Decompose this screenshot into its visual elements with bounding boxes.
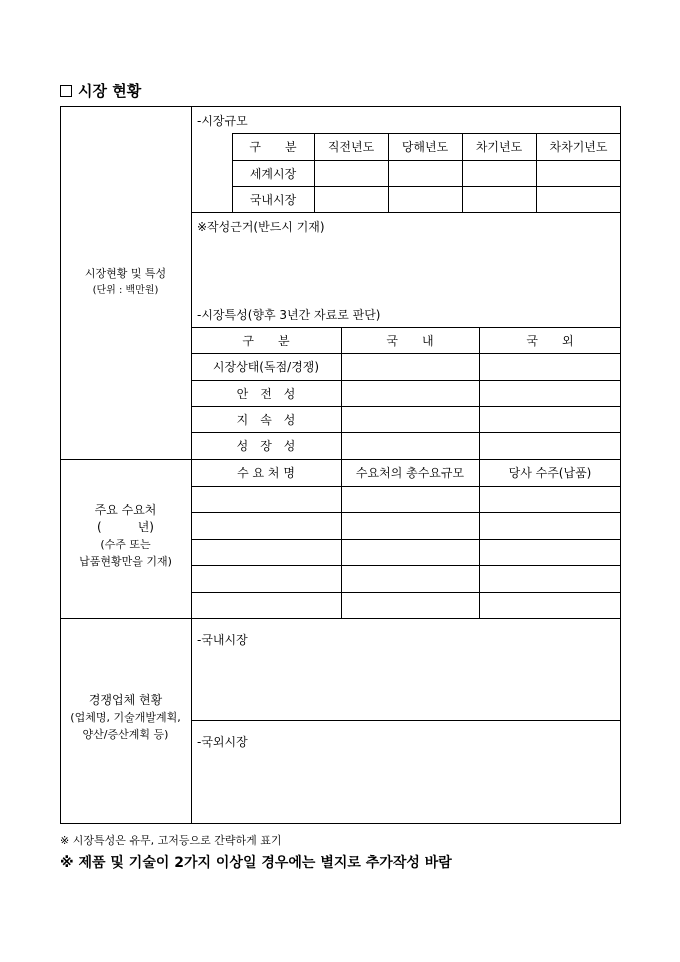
scale-header-prev-year: 직전년도 [327, 140, 375, 154]
main-customers-label: 주요 수요처 ( 년) (수주 또는 납품현황만을 기재) [79, 503, 172, 568]
competitor-domestic: -국내시장 [197, 633, 248, 647]
customer-header-orders: 당사 수주(납품) [508, 466, 592, 480]
market-scale-title: -시장규모 [197, 114, 248, 128]
footnote-multiple-products: ※ 제품 및 기술이 2가지 이상일 경우에는 별지로 추가작성 바람 [60, 855, 452, 871]
char-header-overseas: 국 외 [526, 333, 574, 348]
scale-header-current-year: 당해년도 [401, 140, 449, 154]
char-header-category: 구 분 [242, 333, 290, 348]
basis-note: ※작성근거(반드시 기재) [197, 220, 325, 234]
char-row-growth: 성 장 성 [236, 439, 296, 453]
customer-header-name: 수 요 처 명 [237, 466, 295, 480]
scale-row-domestic: 국내시장 [249, 192, 297, 207]
footnote-market-char: ※ 시장특성은 유무, 고저등으로 간략하게 표기 [60, 834, 282, 847]
competitors-label: 경쟁업체 현황 (업체명, 기술개발계획, 양산/증산계획 등) [70, 693, 181, 741]
scale-row-global: 세계시장 [249, 166, 297, 181]
checkbox-square-icon [60, 85, 72, 97]
scale-header-category: 구 분 [249, 140, 297, 154]
title-text: 시장 현황 [78, 82, 142, 100]
char-row-sustainability: 지 속 성 [236, 412, 296, 427]
char-row-stability: 안 전 성 [236, 386, 296, 401]
section-title [60, 80, 141, 101]
char-header-domestic: 국 내 [386, 333, 434, 348]
scale-header-next-year: 차기년도 [475, 140, 523, 154]
scale-header-year-after-next: 차차기년도 [549, 140, 608, 154]
char-row-market-state: 시장상태(독점/경쟁) [212, 360, 320, 374]
competitor-overseas: -국외시장 [197, 735, 248, 749]
customer-header-demand: 수요처의 총수요규모 [355, 466, 465, 480]
market-status-label: 시장현황 및 특성 (단위 : 백만원) [84, 267, 167, 296]
market-char-title: -시장특성(향후 3년간 자료로 판단) [197, 308, 381, 322]
